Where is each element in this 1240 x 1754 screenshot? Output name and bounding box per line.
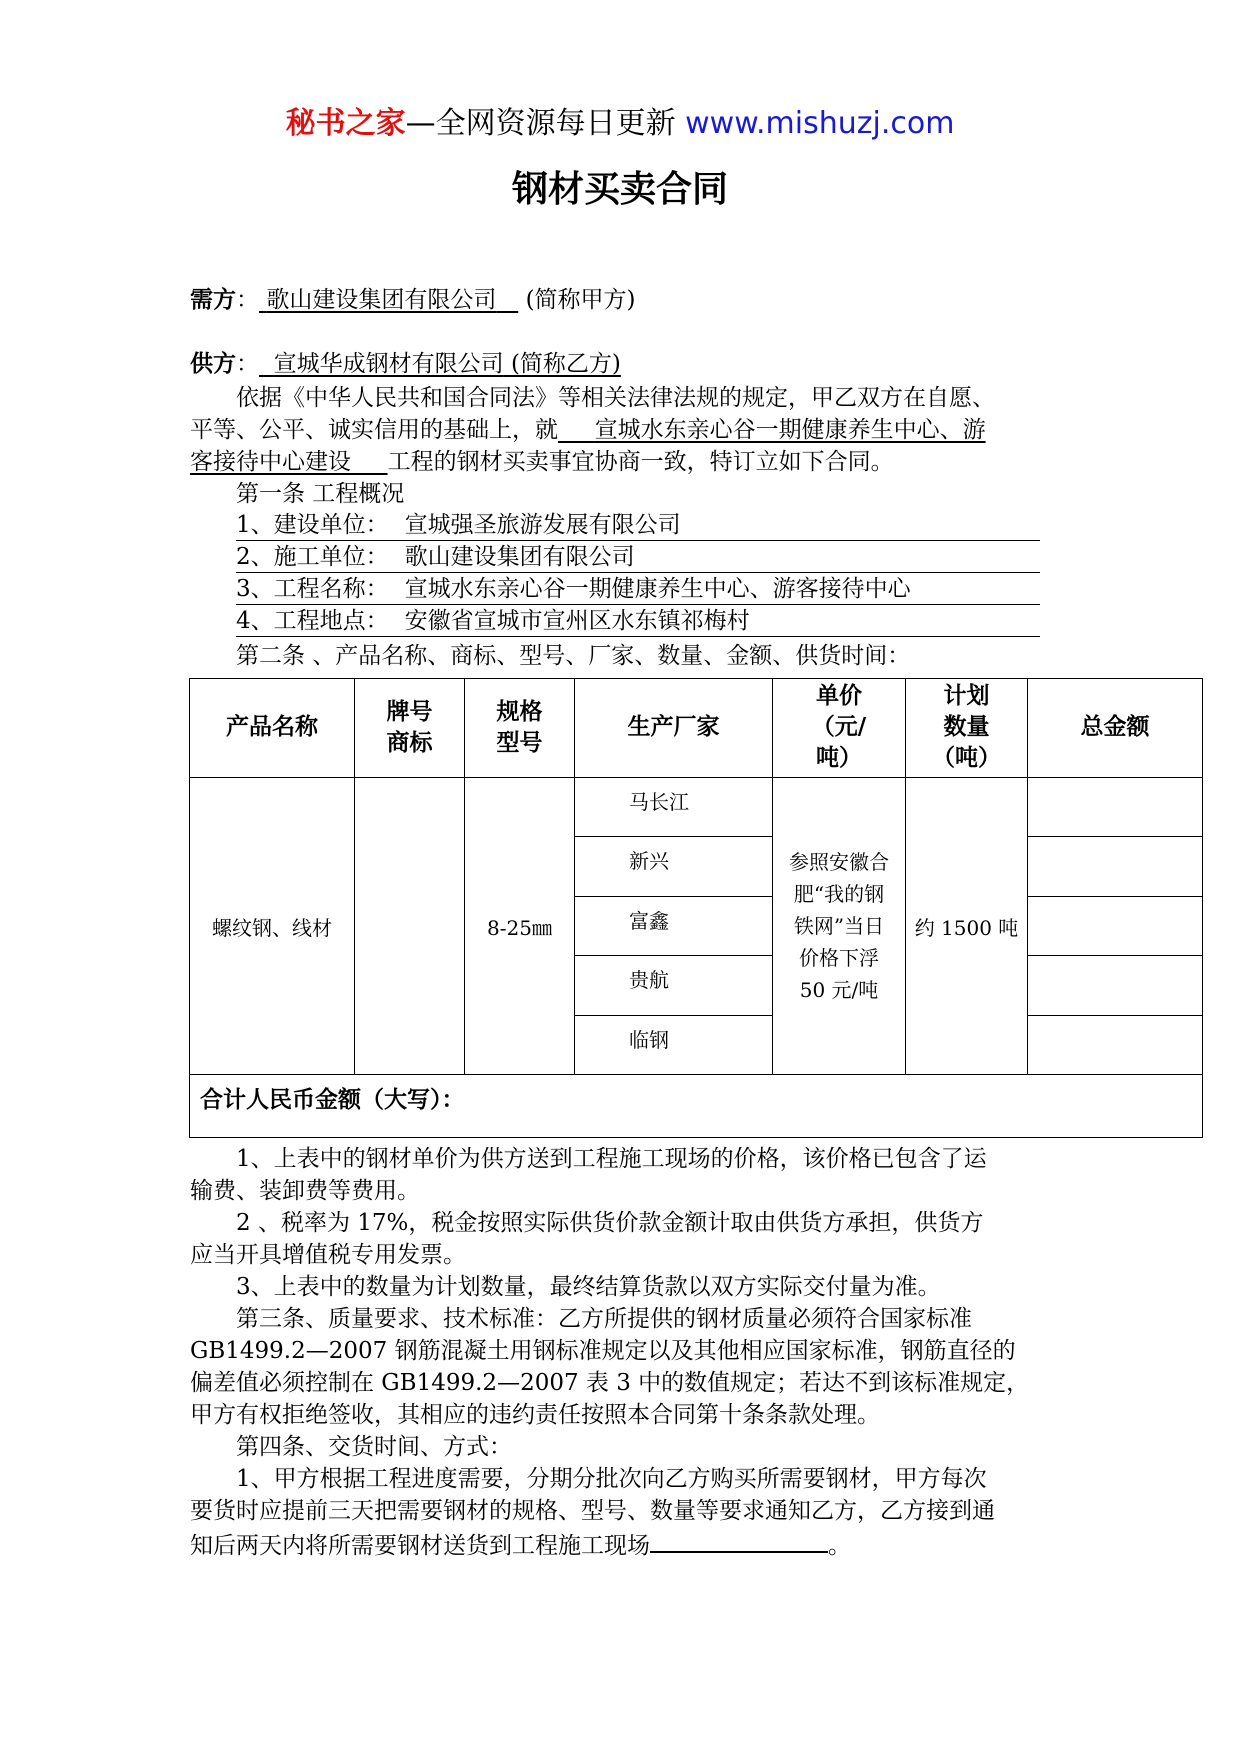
- cell-product: 螺纹钢、线材: [190, 777, 355, 1075]
- article4-line-2: 要货时应提前三天把需要钢材的规格、型号、数量等要求通知乙方，乙方接到通: [190, 1498, 995, 1524]
- cell-brand: [355, 777, 465, 1075]
- cell-unit-price: 参照安徽合 肥“我的钢 铁网”当日 价格下浮 50 元/吨: [773, 777, 906, 1075]
- seller-line: 供方： 宣城华成钢材有限公司 (简称乙方): [190, 351, 621, 377]
- note-3: 3、上表中的数量为计划数量，最终结算货款以双方实际交付量为准。: [236, 1274, 941, 1300]
- project-name-part2: 客接待中心建设: [190, 449, 351, 475]
- note-1-line-1: 1、上表中的钢材单价为供方送到工程施工现场的价格，该价格已包含了运: [236, 1146, 987, 1172]
- note-2-line-2: 应当开具增值税专用发票。: [190, 1242, 466, 1268]
- header-product: 产品名称: [190, 679, 355, 778]
- header-unit-price: 单价 （元/ 吨）: [773, 679, 906, 778]
- article1-item-1: 1、建设单位： 宣城强圣旅游发展有限公司: [236, 510, 1040, 541]
- header-planned-qty: 计划 数量 （吨）: [906, 679, 1028, 778]
- cell-manufacturer: 富鑫: [575, 896, 773, 956]
- table-total-row: [190, 1075, 1203, 1138]
- article1-item-2: 2、施工单位： 歌山建设集团有限公司: [236, 542, 1040, 573]
- note-1-line-2: 输费、装卸费等费用。: [190, 1178, 420, 1204]
- article1-item-4: 4、工程地点： 安徽省宣城市宣州区水东镇祁梅村: [236, 606, 1040, 637]
- buyer-label: 需方: [190, 287, 236, 313]
- header-total: 总金额: [1028, 679, 1203, 778]
- seller-name: 宣城华成钢材有限公司: [273, 351, 504, 377]
- site-banner: [0, 104, 1240, 144]
- article4-line-3: 知后两天内将所需要钢材送货到工程施工现场 。: [190, 1527, 1070, 1562]
- buyer-line: 需方： 歌山建设集团有限公司 (简称甲方): [190, 287, 636, 313]
- table-header-row: [190, 679, 1203, 778]
- cell-manufacturer: 临钢: [575, 1015, 773, 1075]
- cell-spec: 8-25㎜: [465, 777, 575, 1075]
- article2-heading: 第二条 、产品名称、商标、型号、厂家、数量、金额、供货时间：: [236, 643, 911, 669]
- cell-total: [1028, 956, 1203, 1016]
- banner-site-link[interactable]: www.mishuzj.com: [685, 106, 955, 141]
- table-row: [190, 777, 1203, 837]
- cell-total: [1028, 777, 1203, 837]
- seller-label: 供方: [190, 351, 236, 377]
- note-2-line-1: 2 、税率为 17%，税金按照实际供货价款金额计取由供货方承担，供货方: [236, 1210, 984, 1236]
- cell-total: [1028, 896, 1203, 956]
- article4-line-1: 1、甲方根据工程进度需要，分期分批次向乙方购买所需要钢材，甲方每次: [236, 1466, 987, 1492]
- article3-line-4: 甲方有权拒绝签收，其相应的违约责任按照本合同第十条条款处理。: [190, 1402, 880, 1428]
- intro-line-1: 依据《中华人民共和国合同法》等相关法律法规的规定，甲乙双方在自愿、: [236, 385, 995, 411]
- cell-total: [1028, 837, 1203, 897]
- article1-item-3: 3、工程名称： 宣城水东亲心谷一期健康养生中心、游客接待中心: [236, 574, 1040, 605]
- header-spec: 规格 型号: [465, 679, 575, 778]
- article3-line-2: GB1499.2—2007 钢筋混凝土用钢标准规定以及其他相应国家标准，钢筋直径的: [190, 1338, 1016, 1364]
- cell-total: [1028, 1015, 1203, 1075]
- header-manufacturer: 生产厂家: [575, 679, 773, 778]
- cell-manufacturer: 贵航: [575, 956, 773, 1016]
- cell-quantity: 约 1500 吨: [906, 777, 1028, 1075]
- cell-manufacturer: 马长江: [575, 777, 773, 837]
- cell-manufacturer: 新兴: [575, 837, 773, 897]
- banner-tagline: —全网资源每日更新: [405, 106, 686, 141]
- intro-line-3: 客接待中心建设 工程的钢材买卖事宜协商一致，特订立如下合同。: [190, 449, 894, 475]
- document-title: 钢材买卖合同: [511, 169, 728, 210]
- seller-abbr: (简称乙方): [510, 351, 621, 377]
- delivery-location-blank: [650, 1527, 828, 1553]
- article3-line-1: 第三条、质量要求、技术标准：乙方所提供的钢材质量必须符合国家标准: [236, 1306, 972, 1332]
- project-name-part1: 宣城水东亲心谷一期健康养生中心、游: [594, 417, 986, 443]
- article4-heading: 第四条、交货时间、方式：: [236, 1434, 512, 1460]
- total-amount-label: 合计人民币金额（大写）：: [190, 1075, 1203, 1138]
- article1-heading: 第一条 工程概况: [236, 481, 405, 507]
- header-brand: 牌号 商标: [355, 679, 465, 778]
- intro-line-2: 平等、公平、诚实信用的基础上，就 宣城水东亲心谷一期健康养生中心、游: [190, 417, 986, 443]
- goods-table: [189, 678, 1203, 1138]
- banner-brand: 秘书之家: [285, 106, 406, 141]
- article3-line-3: 偏差值必须控制在 GB1499.2—2007 表 3 中的数值规定；若达不到该标准规定，: [190, 1370, 1030, 1396]
- buyer-abbr: (简称甲方): [525, 287, 636, 313]
- buyer-name: 歌山建设集团有限公司: [266, 287, 497, 313]
